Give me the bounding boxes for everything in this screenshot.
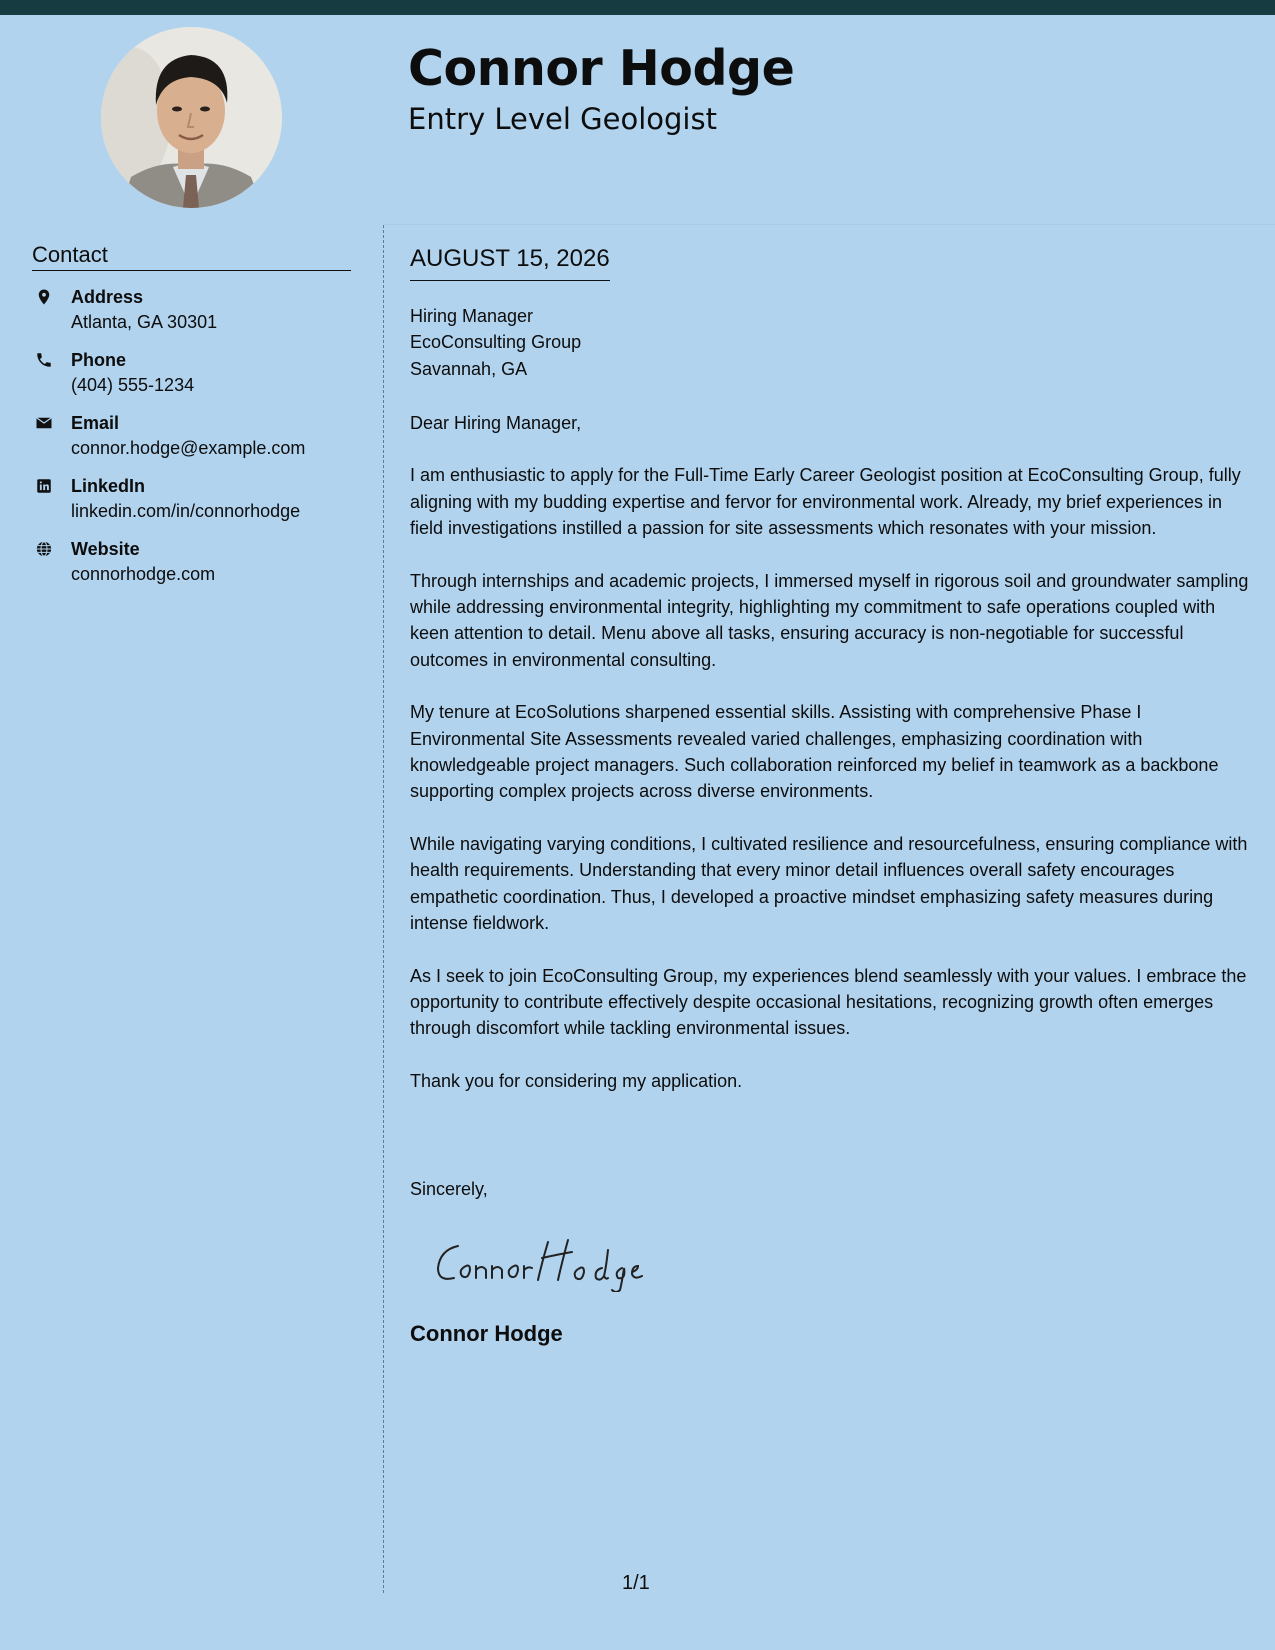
recipient-block <box>410 303 581 382</box>
portrait-photo <box>101 27 282 208</box>
linkedin-value[interactable]: linkedin.com/in/connorhodge <box>71 501 301 521</box>
column-divider <box>383 225 384 1593</box>
letter-date: AUGUST 15, 2026 <box>410 244 610 281</box>
candidate-name: Connor Hodge <box>408 40 795 97</box>
page-number: 1/1 <box>622 1572 650 1594</box>
recipient-company: EcoConsulting Group <box>410 332 582 353</box>
signature <box>430 1228 660 1292</box>
contact-list <box>32 286 362 601</box>
email-value[interactable]: connor.hodge@example.com <box>71 438 306 458</box>
letter-paragraph: Through internships and academic projects, I immersed myself in rigorous soil and groundwater sampling while addressing environmental integrity, highlighting my commitment to safe operations coupled with keen attention to detail. Menu above all tasks, ensuring accuracy is non-negotiable for successful outcomes in environmental consulting. <box>410 570 1249 670</box>
thank-you-line: Thank you for considering my application. <box>410 1070 743 1091</box>
phone-icon <box>35 351 53 369</box>
phone-value[interactable]: (404) 555-1234 <box>71 375 195 395</box>
website-value[interactable]: connorhodge.com <box>71 564 216 584</box>
contact-item-phone <box>32 349 362 412</box>
contact-heading: Contact <box>32 242 351 271</box>
address-value: Atlanta, GA 30301 <box>71 312 218 332</box>
linkedin-icon <box>35 477 53 495</box>
contact-label: LinkedIn <box>71 476 146 496</box>
contact-label: Phone <box>71 350 127 370</box>
signature-image <box>430 1228 660 1292</box>
signer-name: Connor Hodge <box>410 1321 563 1346</box>
salutation: Dear Hiring Manager, <box>410 413 582 433</box>
letter-paragraph: My tenure at EcoSolutions sharpened essential skills. Assisting with comprehensive Phase I Environmental Site Assessments revealed varied challenges, emphasizing coordination with knowledgeable project managers. Such collaboration reinforced my belief in teamwork as a backbone supporting complex projects across diverse environments. <box>410 702 1219 802</box>
contact-label: Email <box>71 413 120 433</box>
top-bar <box>0 0 1275 15</box>
contact-item-email <box>32 412 362 475</box>
header-rule <box>384 224 1275 225</box>
letter-body <box>410 410 1255 1120</box>
envelope-icon <box>35 414 53 432</box>
contact-item-website <box>32 538 362 601</box>
letter-paragraph: As I seek to join EcoConsulting Group, my experiences blend seamlessly with your values. I embrace the opportunity to contribute effectively despite occasional hesitations, recognizing growth often emerges through discomfort while tackling environmental issues. <box>410 965 1247 1039</box>
globe-icon <box>35 540 53 558</box>
map-pin-icon <box>35 288 53 306</box>
contact-label: Address <box>71 287 144 307</box>
letter-paragraph: I am enthusiastic to apply for the Full-Time Early Career Geologist position at EcoConsulting Group, fully aligning with my budding expertise and fervor for environmental work. Already, my brief experiences in field investigations instilled a passion for site assessments which resonates with your mission. <box>410 465 1241 539</box>
avatar <box>101 27 282 208</box>
job-title: Entry Level Geologist <box>408 102 717 136</box>
letter-paragraph: While navigating varying conditions, I cultivated resilience and resourcefulness, ensuring compliance with health requirements. Understanding that every minor detail influences overall safety encourages empathetic coordination. Thus, I developed a proactive mindset emphasizing safety measures during intense fieldwork. <box>410 833 1248 934</box>
contact-item-linkedin <box>32 475 362 538</box>
recipient-location: Savannah, GA <box>410 358 528 379</box>
closing: Sincerely, <box>410 1179 488 1199</box>
contact-label: Website <box>71 539 140 559</box>
contact-item-address <box>32 286 362 349</box>
recipient-name: Hiring Manager <box>410 306 534 326</box>
